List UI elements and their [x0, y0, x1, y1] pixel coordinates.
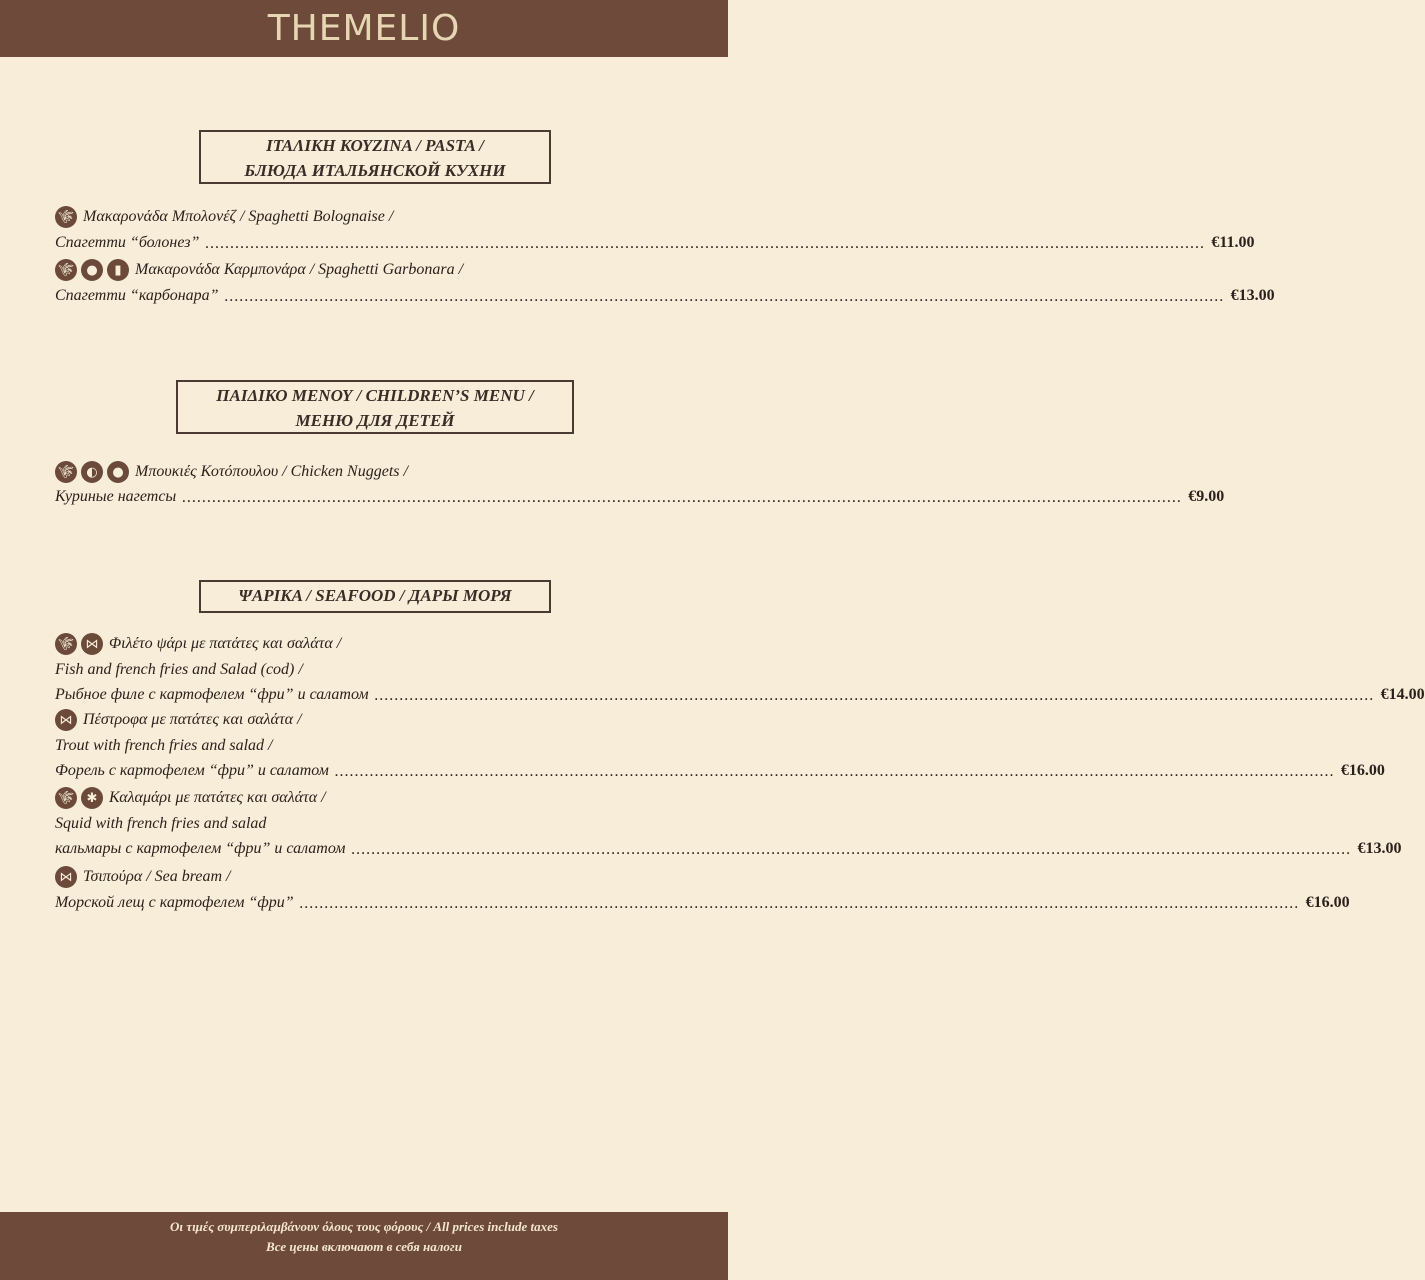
menu-item-bolognaise-name: [55, 206, 690, 228]
footer-bar: [0, 1212, 728, 1280]
menu-item-price: €13.00: [1230, 287, 1275, 304]
wheat-icon: 🌾︎: [55, 259, 77, 281]
menu-item-fish-fillet-price-row: [55, 684, 1425, 706]
leader-dots: ........................................................................................................................................................................................................: [299, 895, 1300, 912]
menu-item-name: Πέστροφα με πατάτες και σαλάτα /: [83, 711, 302, 728]
leader-dots: ........................................................................................................................................................................................................: [351, 841, 1352, 858]
leader-dots: ........................................................................................................................................................................................................: [334, 763, 1335, 780]
menu-item-squid-price-row: [55, 838, 1402, 860]
menu-item-name-en: Fish and french fries and Salad (cod) /: [55, 661, 303, 678]
section-title-line: ΙΤΑΛΙΚΗ ΚΟΥΖΙΝΑ / PASTA /: [266, 136, 484, 155]
nut-icon: ◐: [81, 461, 103, 483]
menu-item-squid-name-en: [55, 813, 690, 835]
menu-item-price: €13.00: [1357, 840, 1402, 857]
menu-item-name-ru: Куриные нагетсы: [55, 488, 177, 505]
menu-item-price: €9.00: [1188, 488, 1225, 505]
menu-item-name: Καλαμάρι με πατάτες και σαλάτα /: [109, 789, 326, 806]
section-title-line: ΨΑΡΙΚΑ / SEAFOOD / ДАРЫ МОРЯ: [238, 586, 512, 605]
menu-item-fish-fillet-name-en: [55, 659, 690, 681]
menu-item-nuggets-price-row: [55, 486, 1225, 508]
menu-item-name: Φιλέτο ψάρι με πατάτες και σαλάτα /: [109, 635, 342, 652]
menu-item-trout-price-row: [55, 760, 1385, 782]
menu-item-bolognaise-price-row: [55, 232, 1255, 254]
menu-item-sea-bream-price-row: [55, 892, 1350, 914]
menu-item-price: €16.00: [1340, 762, 1385, 779]
menu-item-carbonara-price-row: [55, 285, 1275, 307]
menu-item-name-ru: кальмары с картофелем “фри” и салатом: [55, 840, 346, 857]
menu-item-name: Μπουκιές Κοτόπουλου / Chicken Nuggets /: [135, 463, 408, 480]
menu-item-trout-name-en: [55, 735, 690, 757]
section-title-line: МЕНЮ ДЛЯ ДЕТЕЙ: [295, 411, 455, 430]
menu-item-carbonara-name: [55, 259, 690, 281]
fish-icon: ⋈: [81, 633, 103, 655]
menu-item-name-ru: Спагетти “карбонара”: [55, 287, 219, 304]
section-title-pasta: [199, 130, 551, 184]
header-bar: [0, 0, 728, 57]
egg-icon: ●: [107, 461, 129, 483]
menu-item-name-ru: Форель с картофелем “фри” и салатом: [55, 762, 329, 779]
section-title-line: ΠΑΙΔΙΚΟ ΜΕΝΟΥ / CHILDREN’S MENU /: [216, 386, 534, 405]
menu-item-name-en: Squid with french fries and salad: [55, 815, 267, 832]
egg-icon: ●: [81, 259, 103, 281]
menu-item-name-en: Trout with french fries and salad /: [55, 737, 273, 754]
section-title-seafood: [199, 580, 551, 613]
menu-item-price: €14.00: [1380, 686, 1425, 703]
leader-dots: ........................................................................................................................................................................................................: [374, 687, 1375, 704]
wheat-icon: 🌾︎: [55, 787, 77, 809]
leader-dots: ........................................................................................................................................................................................................: [182, 489, 1183, 506]
menu-item-name: Μακαρονάδα Μπολονέζ / Spaghetti Bolognaise /: [83, 208, 394, 225]
leader-dots: ........................................................................................................................................................................................................: [205, 235, 1206, 252]
fish-icon: ⋈: [55, 709, 77, 731]
section-title-childrens-menu: [176, 380, 574, 434]
menu-item-name-ru: Спагетти “болонез”: [55, 234, 200, 251]
footer-tax-note: Οι τιμές συμπεριλαμβάνουν όλους τους φόρους / All prices include taxes: [170, 1219, 558, 1234]
footer-tax-note-ru: Все цены включают в себя налоги: [266, 1239, 462, 1254]
milk-icon: ▮: [107, 259, 129, 281]
menu-item-name: Τσιπούρα / Sea bream /: [83, 868, 231, 885]
wheat-icon: 🌾︎: [55, 461, 77, 483]
menu-item-squid-name: [55, 787, 690, 809]
menu-item-nuggets-name: [55, 461, 690, 483]
menu-item-name-ru: Рыбное филе с картофелем “фри” и салатом: [55, 686, 369, 703]
leader-dots: ........................................................................................................................................................................................................: [224, 288, 1225, 305]
shellfish-icon: ✱: [81, 787, 103, 809]
menu-item-price: €11.00: [1211, 234, 1255, 251]
section-title-line: БЛЮДА ИТАЛЬЯНСКОЙ КУХНИ: [244, 161, 506, 180]
wheat-icon: 🌾︎: [55, 633, 77, 655]
menu-item-name-ru: Морской лещ с картофелем “фри”: [55, 894, 294, 911]
menu-item-price: €16.00: [1305, 894, 1350, 911]
menu-item-fish-fillet-name: [55, 633, 690, 655]
menu-item-name: Μακαρονάδα Καρμπονάρα / Spaghetti Garbonara /: [135, 261, 464, 278]
menu-item-trout-name: [55, 709, 690, 731]
wheat-icon: 🌾︎: [55, 206, 77, 228]
fish-icon: ⋈: [55, 866, 77, 888]
menu-item-sea-bream-name: [55, 866, 690, 888]
brand-logo-text: THEMELIO: [267, 7, 461, 49]
